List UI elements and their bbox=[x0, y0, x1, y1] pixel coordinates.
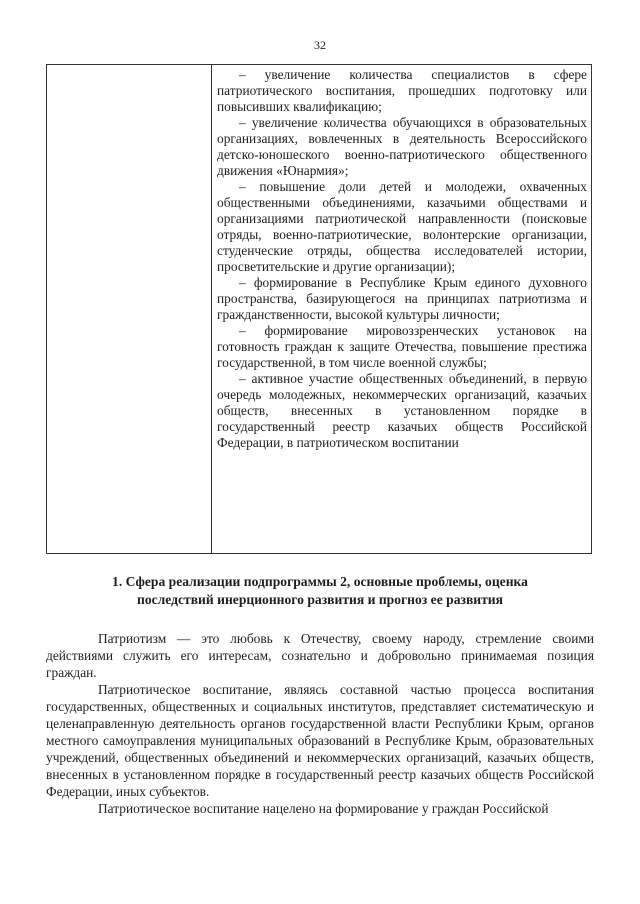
table-item: – активное участие общественных объединений, в первую очередь молодежных, некоммерческих организаций, казачьих обществ, внесенных в установленном порядке в государственный реестр казачьих обществ Российской Федерации, в патриотическом воспитании bbox=[217, 371, 587, 450]
section-heading-line: 1. Сфера реализации подпрограммы 2, основные проблемы, оценка bbox=[112, 574, 528, 589]
body-paragraph: Патриотическое воспитание, являясь составной частью процесса воспитания государственных, общественных и социальных институтов, представляет систематическую и целенаправленную деятельность органов государственной власти Республики Крым, органов местного самоуправления муниципальных образований в Республике Крым, образовательных учреждений, общественных объединений и некоммерческих организаций, казачьих обществ, внесенных в установленном порядке в государственный реестр казачьих обществ Российской Федерации, иных субъектов. bbox=[46, 682, 594, 799]
body-paragraph: Патриотизм — это любовь к Отечеству, своему народу, стремление своими действиями служить его интересам, сознательно и добровольно принимаемая позиция граждан. bbox=[46, 631, 594, 680]
body-paragraph: Патриотическое воспитание нацелено на формирование у граждан Российской bbox=[98, 801, 549, 816]
table-left-cell bbox=[47, 65, 212, 553]
page-number: 32 bbox=[314, 38, 326, 52]
body-text bbox=[46, 630, 594, 817]
results-table bbox=[46, 64, 592, 554]
table-item: – увеличение количества обучающихся в образовательных организациях, вовлеченных в деятельность Всероссийского детско-юношеского военно-патриотического общественного движения «Юнармия»; bbox=[217, 115, 587, 178]
section-heading-line: последствий инерционного развития и прогноз ее развития bbox=[136, 592, 503, 607]
table-item: – формирование в Республике Крым единого духовного пространства, базирующегося на принципах патриотизма и гражданственности, высокой культуры личности; bbox=[217, 275, 587, 322]
section-heading bbox=[70, 573, 570, 609]
table-right-cell bbox=[212, 65, 591, 553]
table-item: – увеличение количества специалистов в сфере патриотического воспитания, прошедших подготовку или повысивших квалификацию; bbox=[217, 67, 587, 114]
table-item: – повышение доли детей и молодежи, охваченных общественными объединениями, казачьими обществами и организациями патриотической направленности (поисковые отряды, военно-патриотические, волонтерские организации, студенческие отряды, общества исследователей истории, просветительские и другие организации); bbox=[217, 179, 587, 274]
table-item: – формирование мировоззренческих установок на готовность граждан к защите Отечества, повышение престижа государственной, в том числе военной службы; bbox=[217, 323, 587, 370]
